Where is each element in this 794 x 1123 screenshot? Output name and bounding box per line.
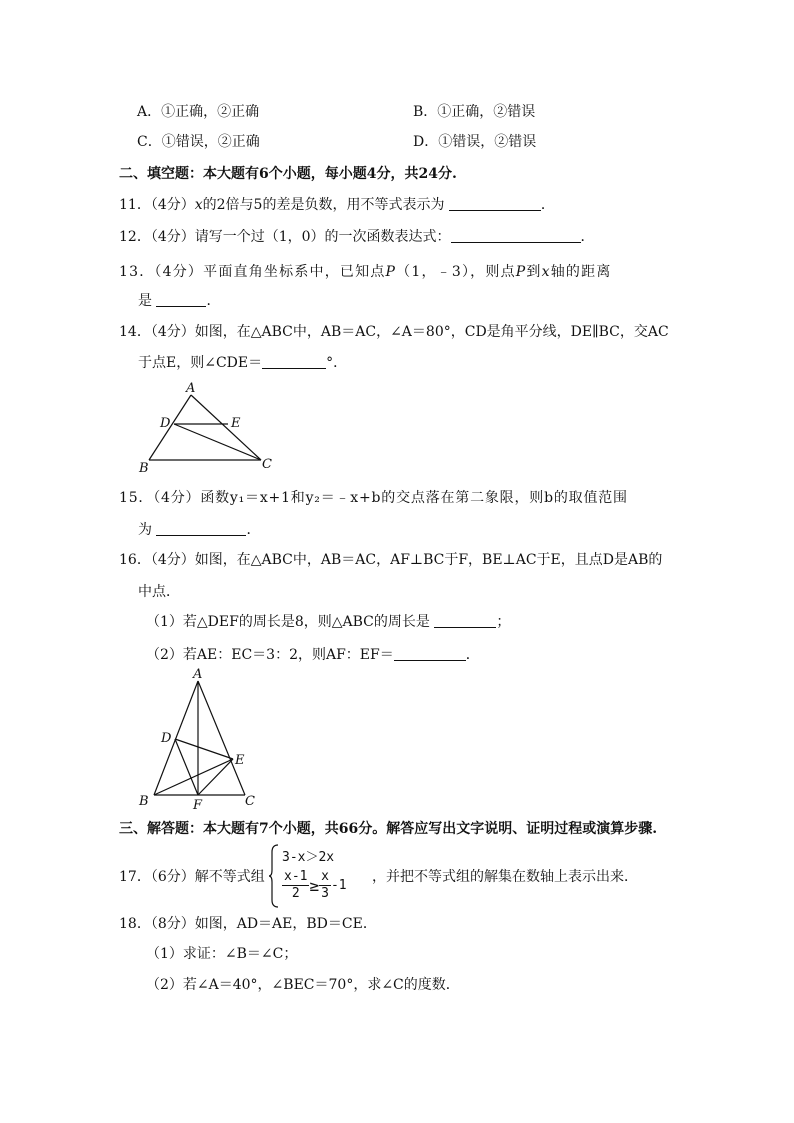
q16-sub1-answer-blank[interactable] <box>434 613 496 628</box>
q16-sub2: （2）若AE：EC＝3：2，则AF：EF＝ <box>146 647 394 663</box>
question-16-sub-2 <box>146 645 480 665</box>
label-d: D <box>160 416 171 431</box>
question-14-line-2 <box>138 353 347 373</box>
q12-answer-blank[interactable] <box>451 228 581 243</box>
q11-end: ． <box>540 197 555 213</box>
segment-df <box>175 739 198 795</box>
inequality-row-1: 3-x＞2x <box>282 850 335 865</box>
section-3-header: 三、解答题：本大题有7个小题，共66分。解答应写出文字说明、证明过程或演算步骤. <box>119 821 658 837</box>
q16-sub2-end: ． <box>465 647 480 663</box>
option-b: B．①正确，②错误 <box>413 104 536 120</box>
segment-ef <box>198 759 233 795</box>
question-15-line-2 <box>138 520 260 540</box>
q16-sub1: （1）若△DEF的周长是8，则△ABC的周长是 <box>146 614 430 630</box>
fraction-x-over-3 <box>319 869 331 902</box>
q14-triangle-figure <box>136 380 286 480</box>
question-15: 15．（4分）函数y₁＝x+1和y₂＝﹣x+b的交点落在第二象限，则b的取值范围 <box>119 490 628 506</box>
question-16-line-2: 中点． <box>138 584 180 600</box>
question-17-prefix: 17．（6分）解不等式组 <box>119 869 265 885</box>
geq-symbol: ≥ <box>309 876 320 895</box>
option-d: D．①错误，②错误 <box>413 134 537 150</box>
edge-ac <box>198 681 245 795</box>
q15-answer-blank[interactable] <box>156 521 246 536</box>
question-18: 18．（8分）如图，AD＝AE，BD＝CE． <box>119 916 377 932</box>
q13-point-p2: P <box>515 264 527 280</box>
frac2-numerator: x <box>321 869 329 884</box>
q11-var: x <box>194 197 203 213</box>
q14-answer-blank[interactable] <box>262 354 326 369</box>
q11-prefix: 11．（4分） <box>119 197 195 213</box>
inequality-system <box>268 842 378 910</box>
segment-cd <box>174 424 261 460</box>
q15-line2: 为 <box>138 522 152 538</box>
q12-text: 12．（4分）请写一个过（1，0）的一次函数表达式： <box>119 229 451 245</box>
q13-point-p: P <box>385 264 397 280</box>
q15-end: ． <box>246 522 261 538</box>
label-b: B <box>139 794 149 809</box>
q13-part-b: （1，﹣3），则点 <box>396 264 516 280</box>
frac1-denominator: 2 <box>291 886 300 901</box>
q13-part-d: 轴的距离 <box>550 264 612 280</box>
q11-answer-blank[interactable] <box>449 196 541 211</box>
q13-axis-x: x <box>541 264 551 280</box>
q16-sub1-end: ； <box>496 614 511 630</box>
q14-end: °． <box>326 355 348 371</box>
label-a: A <box>186 381 196 396</box>
left-brace-icon <box>268 844 280 908</box>
label-d: D <box>161 731 172 746</box>
question-18-sub-2: （2）若∠A＝40°，∠BEC＝70°，求∠C的度数． <box>146 977 460 993</box>
section-2-header: 二、填空题：本大题有6个小题，每小题4分，共24分. <box>119 166 457 182</box>
question-13-line-2 <box>138 291 220 311</box>
label-e: E <box>235 753 245 768</box>
label-c: C <box>245 794 255 809</box>
q13-part-c: 到 <box>526 264 542 280</box>
segment-de <box>175 739 233 759</box>
question-16-sub-1 <box>146 612 510 632</box>
inequality-row-2 <box>282 869 347 902</box>
label-f: F <box>193 798 203 812</box>
label-c: C <box>262 457 272 472</box>
q11-text: 的2倍与5的差是负数，用不等式表示为 <box>202 197 445 213</box>
question-16: 16．（4分）如图，在△ABC中，AB＝AC，AF⊥BC于F，BE⊥AC于E，且点D是AB的 <box>119 552 663 568</box>
fraction-x-minus-1-over-2 <box>282 869 309 902</box>
frac2-denominator: 3 <box>321 886 329 901</box>
row2-tail: -1 <box>330 878 347 893</box>
q13-part-a: 13．（4分）平面直角坐标系中，已知点 <box>119 264 386 280</box>
question-11 <box>119 195 555 215</box>
q16-sub2-answer-blank[interactable] <box>394 646 466 661</box>
q13-line2: 是 <box>138 293 152 309</box>
label-b: B <box>139 461 149 476</box>
q16-triangle-figure <box>132 666 262 812</box>
q12-end: ． <box>580 229 595 245</box>
question-14: 14．（4分）如图，在△ABC中，AB＝AC，∠A＝80°，CD是角平分线，DE∥BC，交AC <box>119 324 669 340</box>
label-a: A <box>193 667 203 682</box>
edge-ac <box>191 395 261 460</box>
option-a: A．①正确，②正确 <box>137 104 260 120</box>
option-c: C．①错误，②正确 <box>137 134 260 150</box>
question-18-sub-1: （1）求证：∠B＝∠C； <box>146 946 298 962</box>
question-12 <box>119 227 595 247</box>
q13-answer-blank[interactable] <box>156 292 206 307</box>
frac1-numerator: x-1 <box>284 869 308 884</box>
label-e: E <box>231 416 241 431</box>
q13-end: ． <box>206 293 221 309</box>
question-13 <box>119 262 612 282</box>
q14-line2: 于点E，则∠CDE＝ <box>138 355 263 371</box>
question-17-suffix: ，并把不等式组的解集在数轴上表示出来． <box>372 869 638 885</box>
